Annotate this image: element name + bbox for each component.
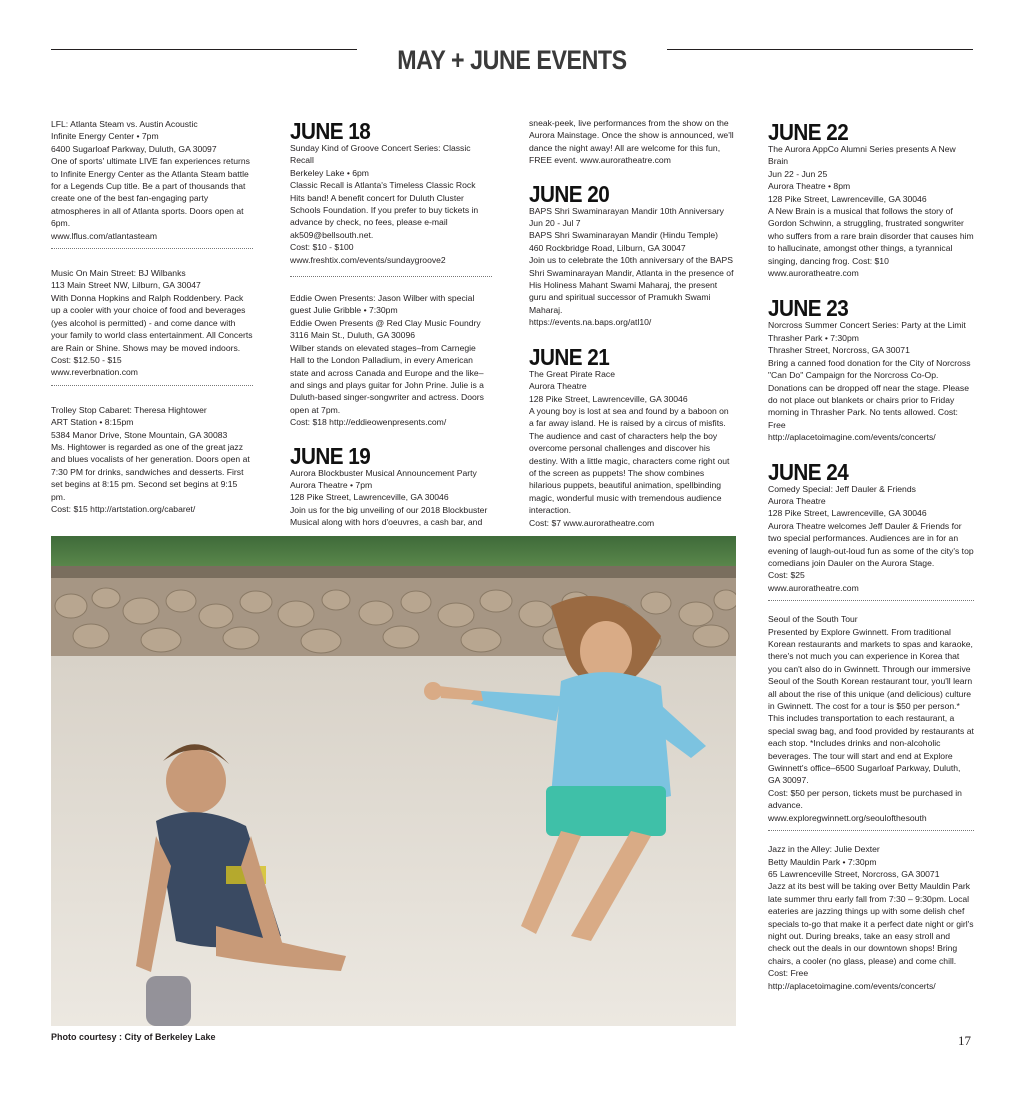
event-june-20: JUNE 20 BAPS Shri Swaminarayan Mandir 10th Anniversary Jun 20 - Jul 7 BAPS Shri Swaminarayan Mandir (Hindu Temple) 460 Rockbridge Road, Lilburn, GA 30047 Join us to celebrate the 10th anniversary of the BAPS Shri Swaminarayan Mandir, Atlanta in the presence of His Holiness Mahant Swami Maharaj, the present guru and spiritual successor of Pramukh Swami Maharaj. https://events.na.baps.org/atl10/ — [529, 180, 734, 328]
event-divider — [51, 248, 253, 249]
event-june-18: JUNE 18 Sunday Kind of Groove Concert Series: Classic Recall Berkeley Lake • 6pm Classic Recall is Atlanta's Timeless Classic Rock Hits band! A benefit concert for Duluth Cluster Schools Foundation. If you prefer to buy tickets in advance by check, no fees, please e-mail ak509@bellsouth.net. Cost: $10 - $100 www.freshtix.com/events/sundaygroove2 — [290, 118, 479, 265]
event-june-22: JUNE 22 The Aurora AppCo Alumni Series presents A New Brain Jun 22 - Jun 25 Aurora Theatre • 8pm 128 Pike Street, Lawrenceville, GA 30046 A New Brain is a musical that follows the story of Gordon Schwinn, a struggling, frustrated songwriter who suffers from a rare brain disorder that causes him to hallucinate, amongst other things, a tyrannical singing, dancing frog. Cost: $10 www.auroratheatre.com — [768, 119, 974, 279]
event-june-21: JUNE 21 The Great Pirate Race Aurora Theatre 128 Pike Street, Lawrenceville, GA 30046 A young boy is lost at sea and found by a baboon on a far away island. He is raised by a circus of misfits. The audience and cast of characters help the boy overcome personal challenges and discover his destiny. With a little magic, characters come right out of the screen as puppets! The show combines hilarious puppets, beautiful animation, spellbinding magic, wonderful music with tremendous audience interaction. Cost: $7 www.auroratheatre.com — [529, 343, 730, 528]
events-column-2 — [290, 120, 492, 529]
event-eddie-owen-presents: Eddie Owen Presents: Jason Wilber with special guest Julie Gribble • 7:30pm Eddie Owen Presents @ Red Clay Music Foundry 3116 Main St., Duluth, GA 30096 Wilber stands on elevated stages–from Carnegie Hall to the London Palladium, in every American state and across Canada and Europe and the like–and sings and plays guitar for John Prine. Julie is a Duluth-based singer-songwriter and actress. Doors open at 7pm. Cost: $18 http://eddieowenpresents.com/ — [290, 293, 484, 428]
events-column-4 — [768, 121, 974, 992]
event-date: JUNE 23 — [768, 295, 849, 322]
event-date: JUNE 19 — [290, 442, 371, 469]
event-divider — [290, 276, 492, 277]
beach-photo — [51, 536, 736, 1026]
event-date: JUNE 18 — [290, 118, 371, 144]
header-rule-left — [51, 49, 357, 50]
event-divider — [51, 385, 253, 386]
header-rule-right — [667, 49, 973, 50]
event-june-19: JUNE 19 Aurora Blockbuster Musical Announcement Party Aurora Theatre • 7pm 128 Pike Street, Lawrenceville, GA 30046 Join us for the big unveiling of our 2018 Blockbuster Musical along with hors d'oeuvres, a cash bar, and — [290, 442, 488, 528]
photo-credit: Photo courtesy : City of Berkeley Lake — [51, 1032, 216, 1042]
event-date: JUNE 20 — [529, 180, 610, 207]
event-divider — [768, 600, 974, 601]
event-music-on-main: Music On Main Street: BJ Wilbanks 113 Main Street NW, Lilburn, GA 30047 With Donna Hopkins and Ralph Roddenbery. Pack up a cooler with your choice of food and beverages (yes alcohol is permitted) - and come dance with your family to world class entertainment. All Concerts are Rain or Shine. Shows may be moved indoors. Cost: $12.50 - $15 www.reverbnation.com — [51, 268, 253, 378]
event-trolley-stop-cabaret: Trolley Stop Cabaret: Theresa Hightower ART Station • 8:15pm 5384 Manor Drive, Stone Mountain, GA 30083 Ms. Hightower is regarded as one of the great jazz and blues vocalists of her generation. Doors open at 7:30 PM for drinks, sandwiches and desserts. First set begins at 8:15 pm. Second set begins at 9:15 pm. Cost: $15 http://artstation.org/cabaret/ — [51, 404, 250, 514]
page-number: 17 — [958, 1033, 971, 1048]
page-title: MAY + JUNE EVENTS — [397, 45, 627, 75]
event-seoul-of-the-south: Seoul of the South Tour Presented by Explore Gwinnett. From traditional Korean restaurants and markets to spas and karaoke, there's not much you can experience in Korea that you can't also do in Gwinnett. Through our immersive Seoul of the South Korean restaurant tour, you'll learn all about the rise of this unique (and delicious) culture in Gwinnett. The cost for a tour is $50 per person.* This includes transportation to each restaurant, a special swag bag, and food provided by restaurants at each stop. *Includes drinks and non-alcoholic beverages. The tour will start and end at Explore Gwinnett's office–6500 Sugarloaf Parkway, Duluth, GA 30097. Cost: $50 per person, tickets must be purchased in advance. www.exploregwinnett.org/seoulofthesouth — [768, 614, 974, 823]
beach-photo-illustration — [51, 536, 736, 1026]
event-divider — [768, 830, 974, 831]
event-date: JUNE 21 — [529, 343, 610, 370]
event-date: JUNE 24 — [768, 458, 849, 485]
events-column-1 — [51, 118, 253, 515]
event-jazz-in-the-alley: Jazz in the Alley: Julie Dexter Betty Mauldin Park • 7:30pm 65 Lawrenceville Street, Norcross, GA 30071 Jazz at its best will be taking over Betty Mauldin Park late summer thru early fall from 7:30 – 9:30pm. Local eateries are jazzing things up with some delish chef specials to-go that make it a perfect date night or girl's night out. During breaks, take an easy stroll and check out the deals in our downtown shops! Bring chairs, a cooler (no glass, please) and come chill. Cost: Free http://aplacetoimagine.com/events/concerts/ — [768, 844, 974, 991]
event-june-23: JUNE 23 Norcross Summer Concert Series: Party at the Limit Thrasher Park • 7:30pm Thrasher Street, Norcross, GA 30071 Bring a canned food donation for the City of Norcross "Can Do" Campaign for the Norcross Co-Op. Donations can be dropped off near the stage. Please do not place out blankets or chairs prior to Friday morning in Thrasher Park. No tents allowed. Cost: Free http://aplacetoimagine.com/events/concerts/ — [768, 295, 971, 443]
event-june-19-continued: sneak-peek, live performances from the show on the Aurora Mainstage. Once the show is announced, we'll dance the night away! All are welcome for this fun, FREE event. www.auroratheatre.com — [529, 118, 734, 166]
event-lfl-atlanta-steam: LFL: Atlanta Steam vs. Austin Acoustic Infinite Energy Center • 7pm 6400 Sugarloaf Parkway, Duluth, GA 30097 One of sports' ultimate LIVE fan experiences returns to Infinite Energy Center as the Atlanta Steam battle for a Legends Cup title. Be a part of thousands that create one of the best fan-engaging party atmospheres in all of Atlanta sports. Doors open at 6pm. www.lflus.com/atlantasteam — [51, 119, 250, 241]
event-june-24: JUNE 24 Comedy Special: Jeff Dauler & Friends Aurora Theatre 128 Pike Street, Lawrenceville, GA 30046 Aurora Theatre welcomes Jeff Dauler & Friends for two special performances. Audiences are in for an evening of laugh-out-loud fun as some of the city's top comedians join Dauler on the Aurora Stage. Cost: $25 www.auroratheatre.com — [768, 458, 974, 593]
events-column-3 — [529, 117, 734, 529]
event-date: JUNE 22 — [768, 119, 849, 145]
